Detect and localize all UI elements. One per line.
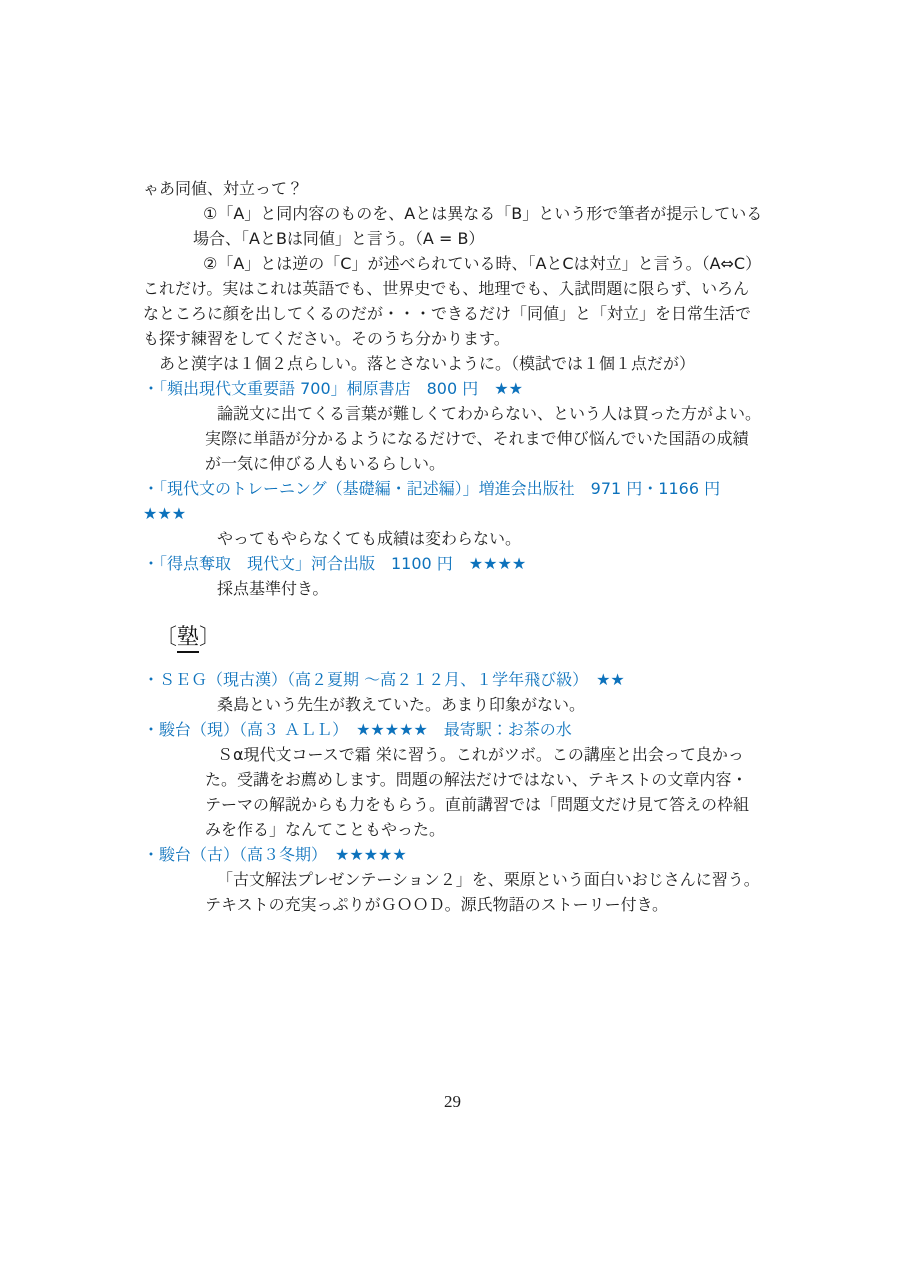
juku-title: ・ＳＥＧ（現古漢）（高２夏期 ～高２１２月、１学年飛び級） ★★ (143, 670, 625, 689)
juku-review: 「古文解法プレゼンテーション２」を、栗原という面白いおじさんに習う。テキストの充実っぷりがＧＯＯＤ。源氏物語のストーリー付き。 (205, 870, 760, 914)
section-header-juku (155, 623, 763, 653)
book-review: 採点基準付き。 (217, 579, 329, 598)
kanji-note: あと漢字は１個２点らしい。落とさないように。（模試では１個１点だが） (159, 354, 696, 373)
intro-opening-line: ゃあ同値、対立って？ (143, 179, 304, 198)
definition-tairitsu: ②「A」とは逆の「C」が述べられている時、「AとCは対立」と言う。（A⇔C） (203, 254, 762, 273)
book-title: ・「得点奪取 現代文」河合出版 1100 円 ★★★★ (143, 554, 527, 573)
juku-entry (143, 667, 763, 717)
juku-title: ・駿台（古）（高３冬期） ★★★★★ (143, 845, 407, 864)
juku-entry (143, 717, 763, 842)
book-entry (143, 476, 763, 551)
book-review: やってもやらなくても成績は変わらない。 (217, 529, 522, 548)
book-entry (143, 376, 763, 476)
page-content (143, 176, 763, 917)
book-entry (143, 551, 763, 601)
juku-review: Ｓα現代文コースで霜 栄に習う。これがツボ。この講座と出会って良かった。受講をお薦めします。問題の解法だけではない、テキストの文章内容・テーマの解説からも力をもらう。直前講習では「問題文だけ見て答えの枠組みを作る」なんてこともやった。 (205, 745, 750, 839)
page-number: 29 (444, 1092, 461, 1111)
explanation-paragraph: これだけ。実はこれは英語でも、世界史でも、地理でも、入試問題に限らず、いろんなところに顔を出してくるのだが・・・できるだけ「同値」と「対立」を日常生活でも探す練習をしてください。そのうち分かります。 (143, 279, 752, 348)
juku-review: 桑島という先生が教えていた。あまり印象がない。 (217, 695, 586, 714)
book-review: 論説文に出てくる言葉が難しくてわからない、という人は買った方がよい。実際に単語が分かるようになるだけで、それまで伸び悩んでいた国語の成績が一気に伸びる人もいるらしい。 (205, 404, 762, 473)
juku-entry (143, 842, 763, 917)
header-bracket-open: 〔 (155, 625, 178, 650)
definition-douchi: ①「A」と同内容のものを、Aとは異なる「B」という形で筆者が提示している場合、「AとBは同値」と言う。（A = B） (193, 204, 763, 248)
book-title: ・「現代文のトレーニング（基礎編・記述編）」増進会出版社 971 円・1166 円 ★★★ (143, 479, 737, 523)
header-bracket-close: 〕 (199, 625, 222, 650)
header-title-underlined: 塾 (177, 625, 199, 653)
juku-title: ・駿台（現）（高３ ＡＬＬ） ★★★★★ 最寄駅：お茶の水 (143, 720, 572, 739)
book-title: ・「頻出現代文重要語 700」桐原書店 800 円 ★★ (143, 379, 523, 398)
